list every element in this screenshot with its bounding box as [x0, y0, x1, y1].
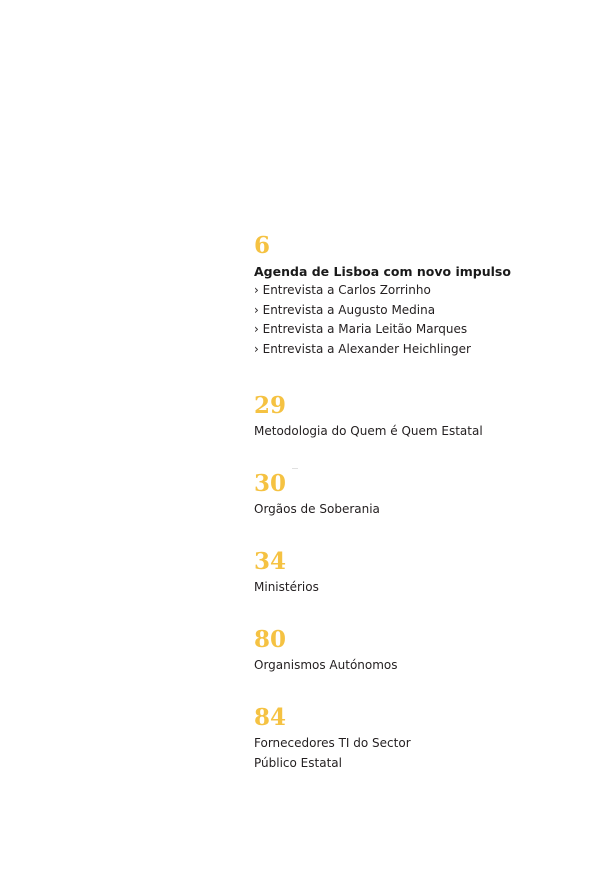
section-title: Fornecedores TI do Sector	[254, 736, 411, 750]
section-title: Ministérios	[254, 580, 319, 594]
toc-entry-80	[254, 627, 584, 676]
page-number: 80	[254, 626, 287, 653]
section-heading: Agenda de Lisboa com novo impulso	[254, 264, 511, 279]
toc-entry-34	[254, 549, 584, 598]
interview-item: › Entrevista a Carlos Zorrinho	[254, 283, 431, 297]
page-number: 29	[254, 392, 287, 419]
page-number: 84	[254, 704, 287, 731]
toc-entry-84	[254, 705, 584, 773]
interview-item: › Entrevista a Alexander Heichlinger	[254, 341, 471, 356]
page-number: 30	[254, 470, 287, 497]
toc-entry-6	[254, 233, 584, 359]
page-number: 6	[254, 232, 271, 259]
section-title: Organismos Autónomos	[254, 658, 398, 672]
section-title: Orgãos de Soberania	[254, 502, 380, 516]
section-title: Metodologia do Quem é Quem Estatal	[254, 424, 483, 438]
scan-mark	[292, 468, 298, 469]
interview-item: › Entrevista a Augusto Medina	[254, 302, 436, 317]
page-number: 34	[254, 548, 287, 575]
toc-entry-29	[254, 393, 584, 442]
interview-item: › Entrevista a Maria Leitão Marques	[254, 322, 468, 336]
section-title-continued: Público Estatal	[254, 755, 342, 770]
toc-entry-30	[254, 471, 584, 520]
